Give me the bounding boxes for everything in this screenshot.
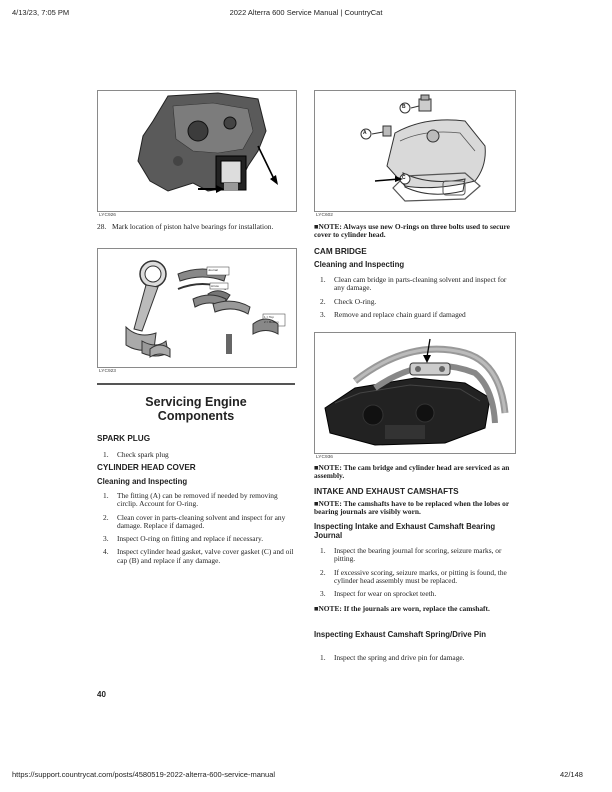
step-28 — [97, 223, 297, 231]
subheading-cam-bridge: Cleaning and Inspecting — [314, 260, 405, 269]
note-camshafts-replace: ■NOTE: The camshafts have to be replaced when the lobes or bearing journals are visibly worn. — [314, 499, 509, 517]
section-title: Servicing Engine Components — [145, 395, 247, 423]
figure-bearings — [97, 248, 297, 374]
heading-camshafts: INTAKE AND EXHAUST CAMSHAFTS — [314, 487, 459, 496]
callout-a: A — [363, 130, 367, 136]
list-item: 1. Check spark plug — [103, 450, 169, 459]
label-arrow: Arrow — [211, 284, 219, 288]
note-journals-worn: ■NOTE: If the journals are worn, replace the camshaft. — [314, 604, 490, 613]
heading-cam-bridge: CAM BRIDGE — [314, 247, 367, 256]
list-item: 2. Clean cover in parts-cleaning solvent and inspect for any damage. Replace if damaged. — [103, 512, 286, 530]
step-number: 28. — [97, 222, 107, 231]
exhaust-spring-steps — [320, 654, 514, 667]
callout-b: B — [402, 104, 406, 110]
label-bottom: 2 = Bottom — [264, 320, 279, 324]
note-o-rings: ■NOTE: Always use new O-rings on three bolts used to secure cover to cylinder head. — [314, 222, 510, 240]
subheading-bearing-journal: Inspecting Intake and Exhaust Camshaft Bearing Journal — [314, 522, 496, 541]
figure-code: LYC602 — [316, 213, 333, 218]
page-number: 40 — [97, 690, 106, 699]
figure-crankcase — [97, 90, 297, 218]
cam-bridge-illustration — [315, 333, 515, 453]
list-item: 3. Inspect for wear on sprocket teeth. — [320, 589, 437, 599]
label-journal: Journal — [208, 268, 218, 272]
subheading-cleaning: Cleaning and Inspecting — [97, 477, 188, 486]
list-item: 3. Inspect O-ring on fitting and replace if necessary. — [103, 534, 264, 544]
label-top: 1 = Top — [264, 315, 274, 319]
list-item: 4. Inspect cylinder head gasket, valve cover gasket (C) and oil cap (B) and replace if any damage. — [103, 547, 294, 565]
print-datetime: 4/13/23, 7:05 PM — [12, 8, 70, 17]
bearings-illustration — [98, 249, 296, 367]
section-divider — [97, 383, 295, 385]
list-item: 3. Remove and replace chain guard if damaged — [320, 309, 466, 319]
list-item: 1. Inspect the bearing journal for scoring, seizure marks, or pitting. — [320, 546, 502, 564]
figure-code: LYC936 — [316, 455, 333, 460]
print-title: 2022 Alterra 600 Service Manual | CountryCat — [229, 8, 383, 17]
list-item: 1. Clean cam bridge in parts-cleaning solvent and inspect for any damage. — [320, 275, 507, 293]
figure-code: LYC926 — [99, 213, 116, 218]
heading-spark-plug: SPARK PLUG — [97, 434, 151, 443]
list-item: 2. If excessive scoring, seizure marks, or pitting is found, the cylinder head assembly must be replaced. — [320, 567, 507, 585]
callout-c: C — [402, 175, 406, 181]
list-item: 2. Check O-ring. — [320, 296, 377, 306]
list-item: 1. Inspect the spring and drive pin for damage. — [320, 653, 465, 662]
head-cover-illustration — [315, 91, 515, 211]
print-page-count: 42/148 — [560, 770, 583, 779]
heading-cylinder-head-cover: CYLINDER HEAD COVER — [97, 463, 196, 472]
figure-head-cover — [314, 90, 516, 218]
cylinder-head-cover-steps — [103, 492, 297, 570]
figure-code: LYC923 — [99, 369, 116, 374]
subheading-exhaust-spring: Inspecting Exhaust Camshaft Spring/Drive Pin — [314, 630, 486, 639]
figure-cam-bridge — [314, 332, 516, 460]
bearing-journal-steps — [320, 547, 514, 603]
list-item: 1. The fitting (A) can be removed if needed by removing circlip. Account for O-ring. — [103, 491, 278, 509]
crankcase-illustration — [98, 91, 296, 211]
cam-bridge-steps — [320, 276, 514, 324]
print-url: https://support.countrycat.com/posts/4580519-2022-alterra-600-service-manual — [12, 770, 276, 779]
note-cam-bridge-assembly: ■NOTE: The cam bridge and cylinder head are serviced as an assembly. — [314, 463, 510, 481]
step-text: Mark location of piston halve bearings for installation. — [112, 222, 274, 231]
